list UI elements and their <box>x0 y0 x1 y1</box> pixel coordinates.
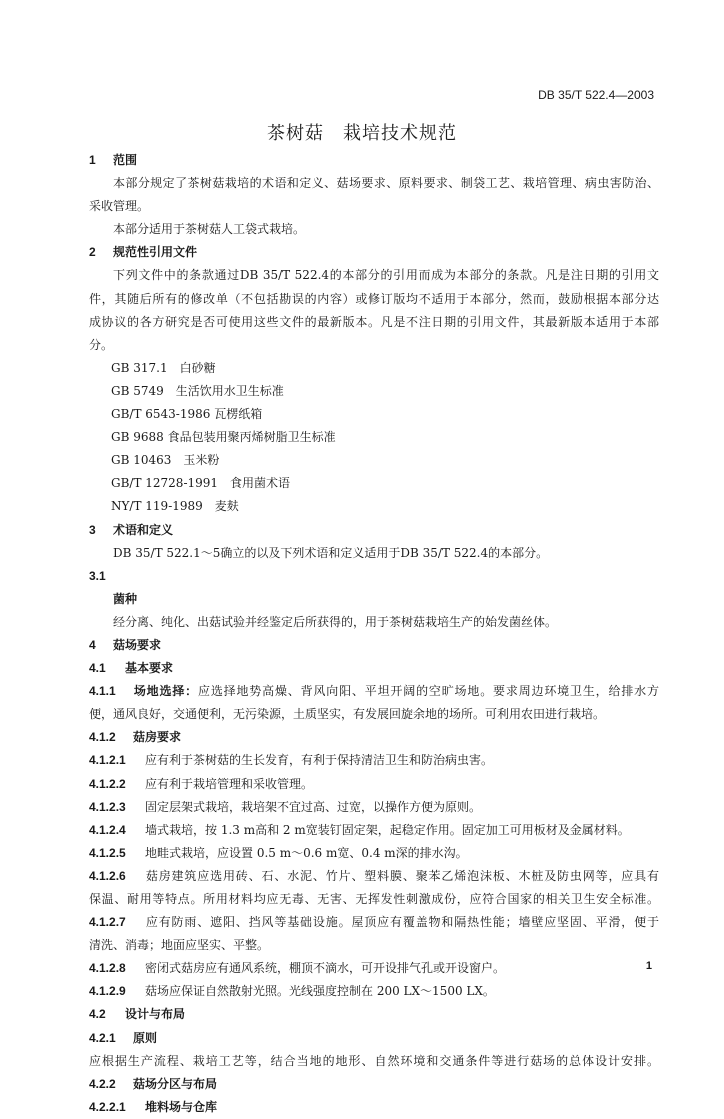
clause-number: 4.1.2.8 <box>89 961 126 976</box>
paragraph-line <box>89 264 659 287</box>
paragraph-text: 下列文件中的条款通过DB 35/T 522.4的本部分的引用而成为本部分的条款。凡是注日期的引用文 <box>113 268 659 283</box>
document-code: DB 35/T 522.4—2003 <box>538 88 654 102</box>
paragraph-line <box>89 680 659 703</box>
paragraph-text: 墙式栽培，按 1.3 m高和 2 m宽装钉固定架，起稳定作用。固定加工可用板材及金属材料。 <box>145 822 630 837</box>
paragraph-line <box>89 819 659 842</box>
page-number: 1 <box>645 960 652 972</box>
document-title: 茶树菇 栽培技术规范 <box>267 123 457 144</box>
section-number: 4.2.1 <box>89 1030 116 1045</box>
paragraph-text: 本部分适用于茶树菇人工袋式栽培。 <box>113 222 306 237</box>
paragraph-text: 应有利于栽培管理和采收管理。 <box>145 776 314 791</box>
paragraph-text: 菇场应保证自然散射光照。光线强度控制在 200 LX～1500 LX。 <box>145 984 495 999</box>
paragraph-text: 菇房建筑应选用砖、石、水泥、竹片、塑料膜、聚苯乙烯泡沫板、木桩及防虫网等，应具有 <box>145 868 659 883</box>
paragraph-text: 应有利于茶树菇的生长发育，有利于保持清洁卫生和防治病虫害。 <box>145 753 494 768</box>
section-heading <box>89 1073 659 1096</box>
paragraph-line <box>89 218 659 241</box>
section-heading <box>89 634 659 657</box>
paragraph-text: 固定层架式栽培，栽培架不宜过高、过宽，以操作方便为原则。 <box>145 799 482 814</box>
section-title: 菇房要求 <box>133 730 182 745</box>
paragraph-line <box>89 334 659 357</box>
clause-number: 4.1.2.1 <box>89 753 126 768</box>
section-number: 4.2.2 <box>89 1076 116 1091</box>
section-heading <box>89 149 659 172</box>
paragraph-text: 件，其随后所有的修改单（不包括勘误的内容）或修订版均不适用于本部分，然而，鼓励根据本部分达 <box>89 291 659 306</box>
clause-number: 4.1.1 <box>89 684 116 699</box>
paragraph-line <box>89 911 659 934</box>
paragraph-line <box>89 311 659 334</box>
section-number: 4 <box>89 637 96 652</box>
paragraph-line <box>89 773 659 796</box>
paragraph-line <box>89 611 659 634</box>
section-title: 规范性引用文件 <box>113 245 198 260</box>
paragraph-text: 成协议的各方研究是否可使用这些文件的最新版本。凡是不注日期的引用文件，其最新版本适用于本部 <box>89 314 659 329</box>
paragraph-text: 密闭式菇房应有通风系统，棚顶不滴水，可开设排气孔或开设窗户。 <box>145 961 506 976</box>
paragraph-line <box>89 888 659 911</box>
section-heading <box>89 1003 659 1026</box>
paragraph-line <box>89 842 659 865</box>
section-title: 堆料场与仓库 <box>145 1099 218 1114</box>
section-heading <box>89 1096 659 1119</box>
paragraph-line <box>89 288 659 311</box>
section-number: 4.1 <box>89 661 106 676</box>
clause-number: 4.1.2.2 <box>89 776 126 791</box>
term-name: 菌种 <box>113 591 138 606</box>
section-title: 原则 <box>133 1030 158 1045</box>
section-title: 范围 <box>113 153 138 167</box>
section-heading <box>89 657 659 680</box>
paragraph-text: 应根据生产流程、栽培工艺等，结合当地的地形、自然环境和交通条件等进行菇场的总体设计安排。 <box>89 1053 659 1068</box>
document-body <box>89 149 659 1119</box>
paragraph-text: 保温、耐用等特点。所用材料均应无毒、无害、无挥发性刺激成份，应符合国家的相关卫生安全标准。 <box>89 892 659 906</box>
section-heading <box>89 726 659 749</box>
reference-entry: GB/T 6543-1986 瓦楞纸箱 <box>111 407 263 422</box>
section-title: 设计与布局 <box>125 1007 186 1022</box>
clause-number: 4.1.2.5 <box>89 845 126 860</box>
reference-entry: GB 9688 食品包装用聚丙烯树脂卫生标准 <box>111 430 336 445</box>
section-number: 3.1 <box>89 568 106 583</box>
section-heading <box>89 241 659 264</box>
paragraph-text: 应选择地势高燥、背风向阳、平坦开阔的空旷场地。要求周边环境卫生，给排水方 <box>197 684 659 699</box>
paragraph-text: 本部分规定了茶树菇栽培的术语和定义、菇场要求、原料要求、制袋工艺、栽培管理、病虫害防治、 <box>113 176 659 191</box>
paragraph-text: 经分离、纯化、出菇试验并经鉴定后所获得的，用于茶树菇栽培生产的始发菌丝体。 <box>113 614 558 629</box>
clause-title: 场地选择： <box>133 684 198 699</box>
reference-entry: GB 10463 玉米粉 <box>111 453 220 468</box>
clause-number: 4.1.2.9 <box>89 984 126 999</box>
section-number: 4.2 <box>89 1007 106 1022</box>
section-title: 菇场要求 <box>113 637 162 652</box>
section-number: 2 <box>89 245 96 260</box>
paragraph-text: 应有防雨、遮阳、挡风等基础设施。屋顶应有覆盖物和隔热性能；墙壁应坚固、平滑，便于 <box>145 915 659 930</box>
paragraph-text: 采收管理。 <box>89 199 150 214</box>
paragraph-line <box>89 1050 659 1073</box>
section-title: 术语和定义 <box>113 522 174 537</box>
section-number: 3 <box>89 522 96 537</box>
paragraph-line <box>89 865 659 888</box>
section-number: 4.2.2.1 <box>89 1099 126 1114</box>
reference-entry: NY/T 119-1989 麦麸 <box>111 499 239 514</box>
clause-number: 4.1.2.6 <box>89 868 126 883</box>
section-heading <box>89 519 659 542</box>
paragraph-text: 清洗、消毒；地面应坚实、平整。 <box>89 938 270 953</box>
paragraph-line <box>89 796 659 819</box>
section-title: 基本要求 <box>125 661 174 676</box>
section-number: 4.1.2 <box>89 730 116 745</box>
reference-entry: GB 317.1 白砂糖 <box>111 360 216 375</box>
paragraph-line <box>89 703 659 726</box>
clause-number: 4.1.2.3 <box>89 799 126 814</box>
paragraph-line <box>89 172 659 195</box>
clause-number: 4.1.2.7 <box>89 915 126 930</box>
paragraph-line <box>89 542 659 565</box>
paragraph-line <box>89 980 659 1003</box>
paragraph-line <box>89 957 659 980</box>
section-title: 菇场分区与布局 <box>133 1076 218 1091</box>
paragraph-text: 便，通风良好，交通便利，无污染源，土质坚实，有发展回旋余地的场所。可利用农田进行栽培。 <box>89 707 606 722</box>
reference-entry: GB/T 12728-1991 食用菌术语 <box>111 476 291 491</box>
paragraph-line <box>89 749 659 772</box>
section-heading <box>89 1027 659 1050</box>
paragraph-line <box>89 195 659 218</box>
clause-number: 4.1.2.4 <box>89 822 126 837</box>
section-number: 1 <box>89 153 96 167</box>
paragraph-text: DB 35/T 522.1～5确立的以及下列术语和定义适用于DB 35/T 522.4的本部分。 <box>113 545 549 560</box>
paragraph-text: 地畦式栽培，应设置 0.5 m～0.6 m宽、0.4 m深的排水沟。 <box>145 845 468 860</box>
section-heading <box>89 565 659 588</box>
reference-entry: GB 5749 生活饮用水卫生标准 <box>111 383 284 398</box>
paragraph-text: 分。 <box>89 337 114 352</box>
paragraph-line <box>89 934 659 957</box>
